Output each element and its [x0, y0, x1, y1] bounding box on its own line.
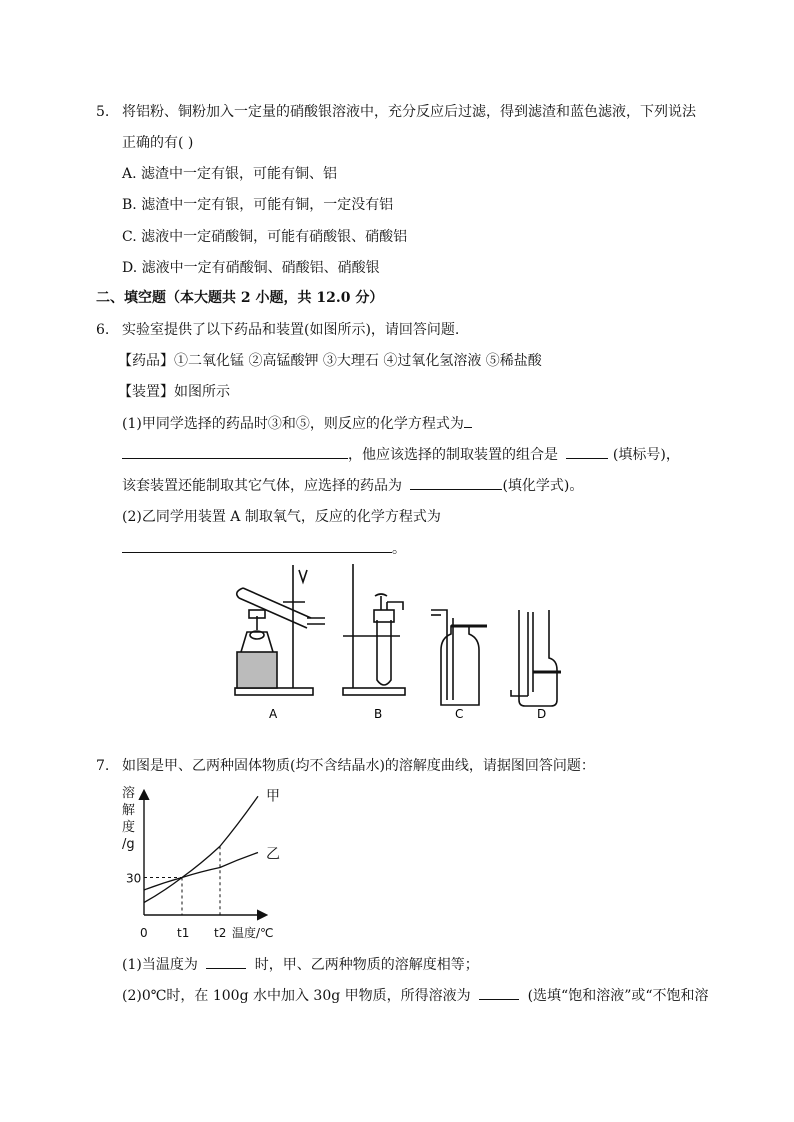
q6-drugs: 【药品】①二氧化锰 ②高锰酸钾 ③大理石 ④过氧化氢溶液 ⑤稀盐酸: [118, 353, 542, 369]
q5-option-c: C. 滤液中一定硝酸铜，可能有硝酸银、硝酸铝: [122, 229, 408, 245]
curve-yi: [144, 853, 258, 891]
q6-equation-blank-start[interactable]: [464, 413, 472, 428]
q7-p2-end: (选填“饱和溶液”或“不饱和溶: [527, 988, 709, 1004]
apparatus-label-b: B: [374, 707, 383, 721]
section-fill-in-title: 二、填空题（本大题共 2 小题，共 12.0 分）: [96, 290, 384, 306]
series-label-yi: 乙: [266, 846, 280, 863]
q6-p1-line3-start: 该套装置还能制取其它气体，应选择的药品为: [122, 478, 402, 494]
x-axis-label: 温度/℃: [232, 926, 274, 940]
q7-p2-start: (2)0℃时，在 100g 水中加入 30g 甲物质，所得溶液为: [122, 988, 471, 1004]
q6-stem: 实验室提供了以下药品和装置(如图所示)，请回答问题.: [122, 322, 460, 338]
q6-p1-line1: [122, 413, 472, 434]
q6-device: 【装置】如图所示: [118, 384, 230, 400]
apparatus-label-c: C: [455, 707, 464, 721]
apparatus-c: [431, 610, 487, 705]
x-tick-t2: t2: [214, 926, 227, 940]
q6-p1-line3: [122, 475, 583, 496]
q7-temperature-blank[interactable]: [206, 954, 246, 969]
q6-p1-line2: [122, 444, 680, 465]
series-label-jia: 甲: [266, 788, 280, 805]
q7-p2: [122, 985, 709, 1006]
y-tick-30: 30: [126, 871, 142, 886]
q7-p1-end: 时，甲、乙两种物质的溶解度相等；: [254, 957, 479, 973]
q7-number: 7.: [96, 758, 110, 774]
curve-jia: [144, 796, 258, 902]
y-axis-label-char: 解: [122, 803, 136, 818]
q7-p1-start: (1)当温度为: [122, 957, 198, 973]
q6-number: 6.: [96, 322, 110, 338]
apparatus-label-a: A: [269, 707, 278, 721]
q6-p1-end: (填标号)，: [612, 447, 680, 463]
q5-option-d: D. 滤液中一定有硝酸铜、硝酸铝、硝酸银: [122, 260, 380, 276]
q6-p2-line2: [122, 538, 406, 559]
q5-stem-line2: 正确的有( ): [122, 135, 194, 151]
q7-solution-blank[interactable]: [479, 985, 519, 1000]
q6-device-blank[interactable]: [566, 444, 608, 459]
q5-option-b: B. 滤渣中一定有银，可能有铜，一定没有铝: [122, 197, 394, 213]
origin-label: 0: [140, 926, 148, 940]
q6-p2-end: 。: [392, 541, 406, 557]
q6-p1-mid: ，他应该选择的制取装置的组合是: [348, 447, 558, 463]
x-tick-t1: t1: [177, 926, 190, 940]
solubility-chart: [112, 785, 287, 940]
q7-stem: 如图是甲、乙两种固体物质(均不含结晶水)的溶解度曲线，请据图回答问题：: [122, 758, 595, 774]
q6-oxygen-equation-blank[interactable]: [122, 538, 392, 553]
y-axis-label-char: /g: [122, 837, 135, 852]
q5-stem-line1: 将铝粉、铜粉加入一定量的硝酸银溶液中，充分反应后过滤，得到滤渣和蓝色滤液，下列说法: [122, 104, 696, 120]
y-axis-label-char: 度: [122, 820, 136, 835]
apparatus-b: [343, 564, 405, 695]
q7-p1: [122, 954, 479, 975]
q5-number: 5.: [96, 104, 110, 120]
apparatus-a: [235, 565, 325, 695]
apparatus-label-d: D: [537, 707, 547, 721]
y-axis-label-char: 溶: [122, 786, 136, 801]
q6-p2-line1: (2)乙同学用装置 A 制取氧气，反应的化学方程式为: [122, 509, 441, 525]
q6-equation-blank[interactable]: [122, 444, 348, 459]
q6-p1-line3-end: (填化学式)。: [502, 478, 584, 494]
q6-p1-text: (1)甲同学选择的药品时③和⑤，则反应的化学方程式为: [122, 416, 464, 432]
q5-option-a: A. 滤渣中一定有银，可能有铜、铝: [122, 166, 338, 182]
q6-chemical-blank[interactable]: [410, 475, 502, 490]
apparatus-d: [511, 610, 561, 706]
apparatus-figure: [225, 560, 575, 725]
